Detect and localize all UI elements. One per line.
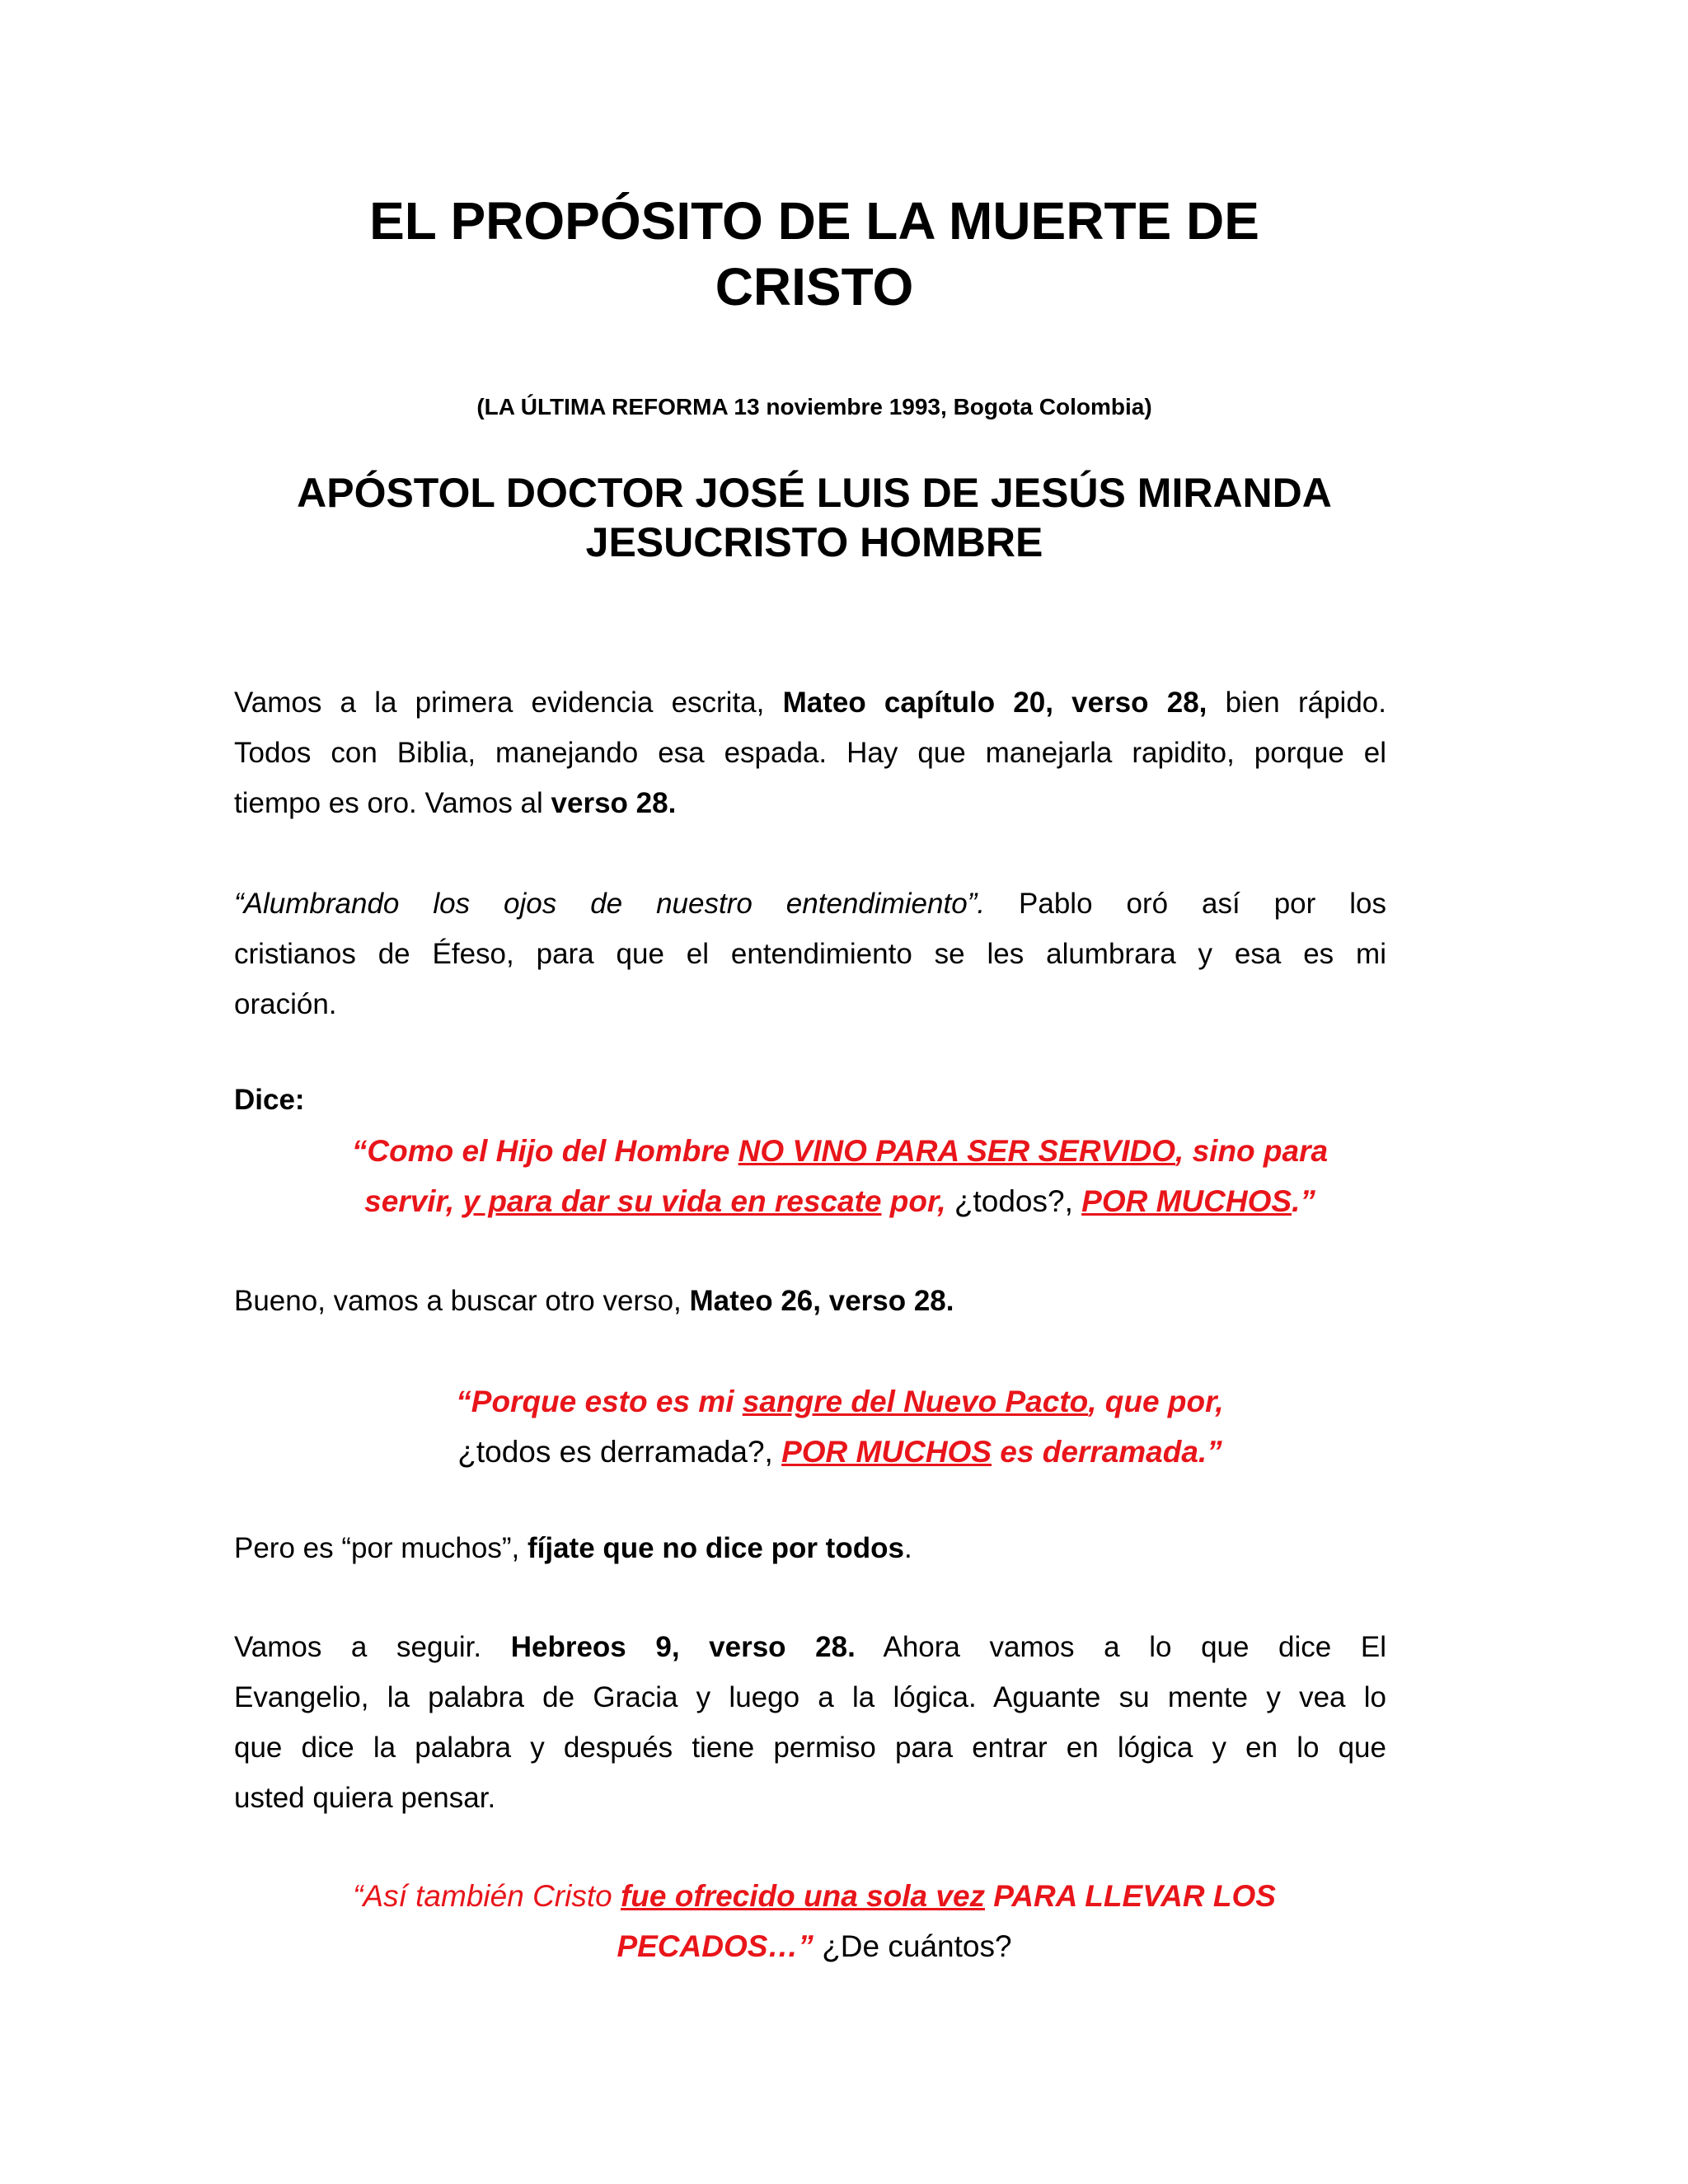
text-run: .	[903, 1532, 912, 1564]
quote-2-line-1	[234, 1376, 1446, 1427]
question-text: ¿De cuántos?	[813, 1929, 1012, 1963]
paragraph-1-line-3	[234, 778, 1386, 828]
scripture-quote-2	[234, 1376, 1446, 1477]
scripture-quote-3	[165, 1871, 1464, 1971]
text-run: Pablo oró así por los	[985, 888, 1386, 920]
paragraph-1-line-1	[234, 677, 1386, 728]
question-text: ¿todos?,	[954, 1184, 1082, 1218]
quote-text: , sino para	[1175, 1134, 1329, 1168]
question-text: ¿todos es derramada?,	[457, 1435, 782, 1469]
bible-reference: Hebreos 9, verso 28.	[510, 1631, 856, 1663]
quote-3-line-1	[165, 1871, 1464, 1921]
paragraph-4	[234, 1523, 1386, 1573]
emphasis-text: fíjate que no dice por todos	[527, 1532, 904, 1564]
quote-text: PARA LLEVAR LOS	[985, 1879, 1276, 1913]
italic-quote: “Alumbrando los ojos de nuestro entendimiento”.	[234, 888, 986, 920]
quote-emphasis: POR MUCHOS	[781, 1435, 992, 1469]
paragraph-2-line-1	[234, 879, 1386, 929]
dice-label: Dice:	[234, 1084, 305, 1116]
quote-text: es derramada.”	[992, 1435, 1222, 1469]
quote-1-line-1	[234, 1126, 1446, 1176]
quote-text: .”	[1292, 1184, 1315, 1218]
bible-reference: verso 28.	[551, 787, 677, 819]
text-run: Vamos a la primera evidencia escrita,	[234, 687, 783, 719]
title-line-1: EL PROPÓSITO DE LA MUERTE DE	[369, 191, 1259, 251]
quote-emphasis: NO VINO PARA SER SERVIDO	[738, 1134, 1176, 1168]
quote-emphasis: fue ofrecido una sola vez	[620, 1879, 986, 1913]
quote-text: PECADOS…”	[617, 1929, 814, 1963]
paragraph-2-line-2: cristianos de Éfeso, para que el entendimiento se les alumbrara y esa es mi	[234, 938, 1386, 970]
bible-reference: Mateo capítulo 20, verso 28,	[782, 687, 1207, 719]
quote-emphasis: sangre del Nuevo Pacto	[742, 1385, 1089, 1418]
quote-text: “Porque esto es mi	[456, 1385, 743, 1418]
quote-3-line-2	[165, 1921, 1464, 1971]
quote-text: “Como el Hijo del Hombre	[351, 1134, 738, 1168]
quote-text: por,	[881, 1184, 954, 1218]
paragraph-4-line-1	[234, 1523, 1386, 1573]
paragraph-5-line-3: que dice la palabra y después tiene permiso para entrar en lógica y en lo que	[234, 1732, 1386, 1764]
text-run: Pero es “por muchos”,	[234, 1532, 528, 1564]
author-line-2: JESUCRISTO HOMBRE	[585, 519, 1043, 565]
paragraph-5-line-4: usted quiera pensar.	[234, 1782, 496, 1814]
text-run: bien rápido.	[1207, 687, 1386, 719]
quote-text: “Así también Cristo	[353, 1879, 621, 1913]
paragraph-1	[234, 677, 1386, 828]
author-heading	[165, 468, 1464, 567]
paragraph-5-line-1	[234, 1622, 1386, 1672]
quote-text: servir,	[364, 1184, 463, 1218]
text-run: tiempo es oro. Vamos al	[234, 787, 551, 819]
paragraph-2-line-3: oración.	[234, 988, 337, 1020]
paragraph-1-line-2: Todos con Biblia, manejando esa espada. Hay que manejarla rapidito, porque el	[234, 737, 1386, 769]
paragraph-2	[234, 879, 1386, 1029]
title-line-2: CRISTO	[715, 257, 914, 316]
text-run: Vamos a seguir.	[234, 1631, 511, 1663]
paragraph-3-line-1	[234, 1276, 1386, 1326]
text-run: Bueno, vamos a buscar otro verso,	[234, 1285, 690, 1317]
paragraph-5-line-2: Evangelio, la palabra de Gracia y luego a la lógica. Aguante su mente y vea lo	[234, 1681, 1386, 1713]
paragraph-3	[234, 1276, 1386, 1326]
document-subtitle: (LA ÚLTIMA REFORMA 13 noviembre 1993, Bogota Colombia)	[476, 394, 1152, 419]
author-line-1: APÓSTOL DOCTOR JOSÉ LUIS DE JESÚS MIRANDA	[297, 470, 1332, 516]
quote-emphasis: y para dar su vida en rescate	[462, 1184, 882, 1218]
text-run: Ahora vamos a lo que dice El	[855, 1631, 1386, 1663]
scripture-quote-1	[234, 1126, 1446, 1226]
quote-1-line-2	[234, 1176, 1446, 1226]
quote-2-line-2	[234, 1427, 1446, 1477]
paragraph-5	[234, 1622, 1386, 1823]
bible-reference: Mateo 26, verso 28.	[689, 1285, 954, 1317]
quote-text: , que por,	[1088, 1385, 1224, 1418]
quote-emphasis: POR MUCHOS	[1081, 1184, 1292, 1218]
document-title	[165, 188, 1464, 320]
